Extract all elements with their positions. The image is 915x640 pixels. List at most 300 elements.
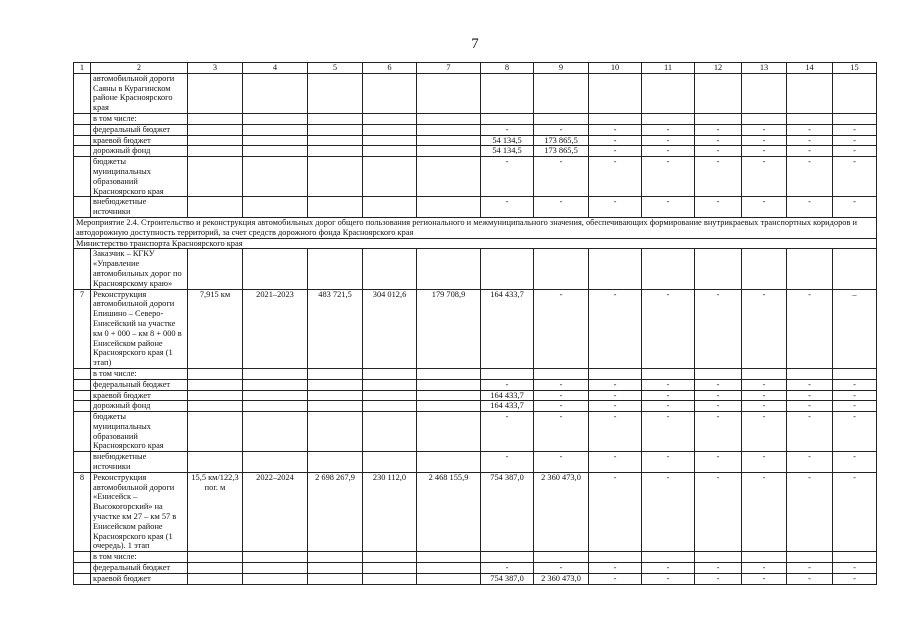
value-cell-col-4 (243, 135, 308, 146)
value-cell-col-12: - (695, 379, 742, 390)
row-name-cell: внебюджетные источники (91, 197, 188, 218)
value-cell-col-10: - (589, 390, 642, 401)
value-cell-col-5 (308, 113, 363, 124)
value-cell-col-13: - (742, 452, 787, 473)
value-cell-col-13 (742, 249, 787, 289)
column-number: 14 (787, 63, 833, 74)
column-number: 3 (188, 63, 243, 74)
value-cell-col-7 (417, 401, 481, 412)
column-number: 8 (481, 63, 534, 74)
row-name-cell: краевой бюджет (91, 135, 188, 146)
value-cell-col-12: - (695, 135, 742, 146)
value-cell-col-6 (363, 197, 417, 218)
value-cell-col-9: - (534, 157, 589, 197)
value-cell-col-9: - (534, 390, 589, 401)
value-cell-col-10: - (589, 197, 642, 218)
value-cell-col-12: - (695, 573, 742, 584)
value-cell-col-5 (308, 573, 363, 584)
value-cell-col-9 (534, 113, 589, 124)
table-row (74, 289, 877, 368)
value-cell-col-14 (787, 113, 833, 124)
value-cell-col-12: - (695, 563, 742, 574)
value-cell-col-6: 230 112,0 (363, 472, 417, 551)
value-cell-col-14: - (787, 135, 833, 146)
value-cell-col-4 (243, 368, 308, 379)
table-row (74, 124, 877, 135)
value-cell-col-7 (417, 124, 481, 135)
value-cell-col-5 (308, 146, 363, 157)
column-number: 7 (417, 63, 481, 74)
section-title: Министерство транспорта Красноярского края (74, 238, 877, 249)
value-cell-col-13: - (742, 135, 787, 146)
value-cell-col-7 (417, 379, 481, 390)
value-cell-col-6 (363, 135, 417, 146)
value-cell-col-13: - (742, 157, 787, 197)
table-row (74, 573, 877, 584)
value-cell-col-12: - (695, 452, 742, 473)
value-cell-col-10: - (589, 379, 642, 390)
value-cell-col-7 (417, 73, 481, 113)
row-name-cell: бюджеты муниципальных образований Красноярского края (91, 412, 188, 452)
value-cell-col-13: - (742, 124, 787, 135)
value-cell-col-11: - (642, 157, 695, 197)
value-cell-col-11 (642, 368, 695, 379)
value-cell-col-5 (308, 563, 363, 574)
value-cell-col-12 (695, 73, 742, 113)
value-cell-col-6 (363, 401, 417, 412)
value-cell-col-10: - (589, 563, 642, 574)
value-cell-col-11 (642, 113, 695, 124)
value-cell-col-8: 164 433,7 (481, 401, 534, 412)
table-row (74, 452, 877, 473)
value-cell-col-9: 2 360 473,0 (534, 573, 589, 584)
value-cell-col-15 (833, 552, 877, 563)
column-number: 2 (91, 63, 188, 74)
value-cell-col-10: - (589, 401, 642, 412)
value-cell-col-12: - (695, 401, 742, 412)
value-cell-col-7 (417, 552, 481, 563)
table-row (74, 379, 877, 390)
value-cell-col-8 (481, 552, 534, 563)
table-row (74, 135, 877, 146)
value-cell-col-4 (243, 249, 308, 289)
value-cell-col-4 (243, 452, 308, 473)
table-row (74, 197, 877, 218)
value-cell-col-6 (363, 412, 417, 452)
value-cell-col-11: - (642, 452, 695, 473)
value-cell-col-3 (188, 452, 243, 473)
value-cell-col-7 (417, 573, 481, 584)
value-cell-col-13: - (742, 401, 787, 412)
value-cell-col-7: 2 468 155,9 (417, 472, 481, 551)
row-name-cell: федеральный бюджет (91, 563, 188, 574)
value-cell-col-14: - (787, 401, 833, 412)
value-cell-col-6 (363, 157, 417, 197)
value-cell-col-15: - (833, 563, 877, 574)
column-number: 5 (308, 63, 363, 74)
value-cell-col-12: - (695, 472, 742, 551)
value-cell-col-8: 164 433,7 (481, 390, 534, 401)
value-cell-col-11: - (642, 563, 695, 574)
column-number: 13 (742, 63, 787, 74)
value-cell-col-8: - (481, 197, 534, 218)
value-cell-col-12 (695, 249, 742, 289)
value-cell-col-8: 54 134,5 (481, 135, 534, 146)
value-cell-col-9: - (534, 289, 589, 368)
value-cell-col-15: - (833, 390, 877, 401)
value-cell-col-9: 173 865,5 (534, 146, 589, 157)
value-cell-col-10: - (589, 146, 642, 157)
value-cell-col-13: - (742, 289, 787, 368)
value-cell-col-6 (363, 563, 417, 574)
section-row (74, 238, 877, 249)
column-number: 10 (589, 63, 642, 74)
value-cell-col-9: - (534, 197, 589, 218)
value-cell-col-6 (363, 146, 417, 157)
page-number: 7 (471, 36, 479, 52)
value-cell-col-4 (243, 124, 308, 135)
value-cell-col-8: 164 433,7 (481, 289, 534, 368)
value-cell-col-8: - (481, 563, 534, 574)
value-cell-col-9: - (534, 412, 589, 452)
table-row (74, 472, 877, 551)
value-cell-col-7 (417, 113, 481, 124)
value-cell-col-14: - (787, 379, 833, 390)
value-cell-col-5 (308, 452, 363, 473)
value-cell-col-5 (308, 390, 363, 401)
value-cell-col-5 (308, 368, 363, 379)
value-cell-col-11: - (642, 146, 695, 157)
row-number-cell (74, 379, 91, 390)
value-cell-col-13: - (742, 412, 787, 452)
value-cell-col-3 (188, 249, 243, 289)
value-cell-col-5 (308, 157, 363, 197)
value-cell-col-13: - (742, 472, 787, 551)
value-cell-col-13 (742, 368, 787, 379)
value-cell-col-11: - (642, 289, 695, 368)
value-cell-col-3 (188, 113, 243, 124)
value-cell-col-7 (417, 390, 481, 401)
value-cell-col-4 (243, 390, 308, 401)
row-number-cell (74, 157, 91, 197)
value-cell-col-9: - (534, 452, 589, 473)
value-cell-col-7 (417, 563, 481, 574)
value-cell-col-9: - (534, 379, 589, 390)
row-number-cell (74, 452, 91, 473)
row-name-cell: дорожный фонд (91, 146, 188, 157)
value-cell-col-5 (308, 379, 363, 390)
value-cell-col-12: - (695, 157, 742, 197)
value-cell-col-4: 2021–2023 (243, 289, 308, 368)
value-cell-col-10 (589, 73, 642, 113)
value-cell-col-4 (243, 401, 308, 412)
value-cell-col-13: - (742, 379, 787, 390)
value-cell-col-12 (695, 552, 742, 563)
table-row (74, 113, 877, 124)
row-number-cell: 8 (74, 472, 91, 551)
value-cell-col-8: - (481, 412, 534, 452)
table-row (74, 552, 877, 563)
row-name-cell: Реконструкция автомобильной дороги Епишино – Северо-Енисейский на участке км 0 + 000 – км 8 + 000 в Енисейском районе Красноярского края (1 этап) (91, 289, 188, 368)
value-cell-col-11 (642, 73, 695, 113)
value-cell-col-14: - (787, 472, 833, 551)
row-number-cell (74, 573, 91, 584)
value-cell-col-9: - (534, 401, 589, 412)
table-row (74, 249, 877, 289)
value-cell-col-3: 15,5 км/122,3 пог. м (188, 472, 243, 551)
value-cell-col-13 (742, 552, 787, 563)
value-cell-col-4 (243, 113, 308, 124)
value-cell-col-10: - (589, 573, 642, 584)
value-cell-col-3 (188, 563, 243, 574)
value-cell-col-11: - (642, 124, 695, 135)
value-cell-col-14: - (787, 390, 833, 401)
row-name-cell: бюджеты муниципальных образований Красноярского края (91, 157, 188, 197)
value-cell-col-15: - (833, 146, 877, 157)
value-cell-col-14: - (787, 124, 833, 135)
table-row (74, 401, 877, 412)
value-cell-col-4 (243, 563, 308, 574)
value-cell-col-10 (589, 113, 642, 124)
value-cell-col-3 (188, 552, 243, 563)
value-cell-col-9: 173 865,5 (534, 135, 589, 146)
value-cell-col-4 (243, 157, 308, 197)
row-number-cell (74, 124, 91, 135)
value-cell-col-13: - (742, 573, 787, 584)
value-cell-col-6 (363, 552, 417, 563)
row-name-cell: Реконструкция автомобильной дороги «Енисейск – Высокогорский» на участке км 27 – км 57 в Енисейском районе Красноярского края (1 очередь). 1 этап (91, 472, 188, 551)
value-cell-col-12: - (695, 289, 742, 368)
value-cell-col-11: - (642, 401, 695, 412)
value-cell-col-14: - (787, 197, 833, 218)
value-cell-col-3 (188, 157, 243, 197)
column-number: 11 (642, 63, 695, 74)
value-cell-col-9 (534, 249, 589, 289)
value-cell-col-5 (308, 401, 363, 412)
column-number: 4 (243, 63, 308, 74)
table-row (74, 563, 877, 574)
value-cell-col-8 (481, 249, 534, 289)
value-cell-col-4 (243, 573, 308, 584)
column-number: 12 (695, 63, 742, 74)
value-cell-col-10: - (589, 289, 642, 368)
value-cell-col-6: 304 012,6 (363, 289, 417, 368)
value-cell-col-6 (363, 113, 417, 124)
row-name-cell: в том числе: (91, 113, 188, 124)
value-cell-col-4 (243, 379, 308, 390)
value-cell-col-8: - (481, 124, 534, 135)
value-cell-col-15 (833, 249, 877, 289)
row-number-cell (74, 401, 91, 412)
value-cell-col-11: - (642, 412, 695, 452)
value-cell-col-12 (695, 113, 742, 124)
value-cell-col-8: 754 387,0 (481, 573, 534, 584)
value-cell-col-8 (481, 368, 534, 379)
value-cell-col-15 (833, 368, 877, 379)
value-cell-col-10: - (589, 124, 642, 135)
row-number-cell (74, 412, 91, 452)
row-name-cell: автомобильной дороги Саяны в Курагинском районе Красноярского края (91, 73, 188, 113)
value-cell-col-10: - (589, 157, 642, 197)
value-cell-col-5 (308, 412, 363, 452)
value-cell-col-10: - (589, 135, 642, 146)
value-cell-col-10: - (589, 452, 642, 473)
value-cell-col-11: - (642, 573, 695, 584)
value-cell-col-6 (363, 249, 417, 289)
table-row (74, 146, 877, 157)
value-cell-col-7 (417, 146, 481, 157)
value-cell-col-12: - (695, 412, 742, 452)
column-number: 1 (74, 63, 91, 74)
value-cell-col-10: - (589, 472, 642, 551)
value-cell-col-8: 54 134,5 (481, 146, 534, 157)
value-cell-col-12: - (695, 390, 742, 401)
row-number-cell (74, 73, 91, 113)
value-cell-col-14: - (787, 157, 833, 197)
value-cell-col-15: - (833, 379, 877, 390)
value-cell-col-15: - (833, 472, 877, 551)
value-cell-col-3 (188, 135, 243, 146)
value-cell-col-3 (188, 573, 243, 584)
table-row (74, 157, 877, 197)
value-cell-col-14 (787, 552, 833, 563)
value-cell-col-11: - (642, 197, 695, 218)
value-cell-col-8: - (481, 157, 534, 197)
row-number-cell (74, 249, 91, 289)
value-cell-col-3 (188, 197, 243, 218)
value-cell-col-3 (188, 401, 243, 412)
table-row (74, 73, 877, 113)
value-cell-col-8: 754 387,0 (481, 472, 534, 551)
value-cell-col-13: - (742, 390, 787, 401)
value-cell-col-6 (363, 73, 417, 113)
value-cell-col-5 (308, 135, 363, 146)
value-cell-col-14 (787, 73, 833, 113)
value-cell-col-13 (742, 113, 787, 124)
row-number-cell (74, 552, 91, 563)
value-cell-col-9 (534, 73, 589, 113)
value-cell-col-13 (742, 73, 787, 113)
value-cell-col-11: - (642, 472, 695, 551)
row-name-cell: федеральный бюджет (91, 124, 188, 135)
value-cell-col-12: - (695, 146, 742, 157)
row-name-cell: в том числе: (91, 368, 188, 379)
value-cell-col-11 (642, 249, 695, 289)
value-cell-col-10 (589, 552, 642, 563)
value-cell-col-3: 7,915 км (188, 289, 243, 368)
row-number-cell (74, 197, 91, 218)
value-cell-col-4 (243, 552, 308, 563)
column-number: 9 (534, 63, 589, 74)
value-cell-col-15: - (833, 452, 877, 473)
row-number-cell (74, 146, 91, 157)
value-cell-col-3 (188, 146, 243, 157)
value-cell-col-8 (481, 113, 534, 124)
column-number: 6 (363, 63, 417, 74)
value-cell-col-13: - (742, 197, 787, 218)
row-name-cell: краевой бюджет (91, 390, 188, 401)
value-cell-col-12: - (695, 197, 742, 218)
section-row (74, 217, 877, 238)
value-cell-col-3 (188, 379, 243, 390)
value-cell-col-14: - (787, 573, 833, 584)
value-cell-col-6 (363, 379, 417, 390)
value-cell-col-7 (417, 197, 481, 218)
table-row (74, 390, 877, 401)
value-cell-col-3 (188, 124, 243, 135)
value-cell-col-8: - (481, 452, 534, 473)
value-cell-col-9: - (534, 124, 589, 135)
table-row (74, 412, 877, 452)
value-cell-col-12 (695, 368, 742, 379)
value-cell-col-4 (243, 73, 308, 113)
row-number-cell (74, 113, 91, 124)
row-number-cell (74, 563, 91, 574)
value-cell-col-3 (188, 368, 243, 379)
row-number-cell: 7 (74, 289, 91, 368)
value-cell-col-15: - (833, 135, 877, 146)
row-number-cell (74, 135, 91, 146)
value-cell-col-7 (417, 157, 481, 197)
value-cell-col-15 (833, 73, 877, 113)
value-cell-col-14: - (787, 412, 833, 452)
value-cell-col-5 (308, 197, 363, 218)
column-number: 15 (833, 63, 877, 74)
value-cell-col-14: - (787, 289, 833, 368)
value-cell-col-5 (308, 249, 363, 289)
value-cell-col-9 (534, 368, 589, 379)
value-cell-col-9: 2 360 473,0 (534, 472, 589, 551)
value-cell-col-15 (833, 113, 877, 124)
value-cell-col-11: - (642, 390, 695, 401)
value-cell-col-5 (308, 552, 363, 563)
value-cell-col-5 (308, 124, 363, 135)
value-cell-col-15: - (833, 573, 877, 584)
value-cell-col-15: - (833, 157, 877, 197)
value-cell-col-5: 2 698 267,9 (308, 472, 363, 551)
value-cell-col-10 (589, 249, 642, 289)
value-cell-col-5 (308, 73, 363, 113)
value-cell-col-14: - (787, 146, 833, 157)
value-cell-col-11: - (642, 379, 695, 390)
value-cell-col-7 (417, 135, 481, 146)
value-cell-col-6 (363, 368, 417, 379)
value-cell-col-14 (787, 249, 833, 289)
row-name-cell: краевой бюджет (91, 573, 188, 584)
financing-table (73, 62, 877, 585)
value-cell-col-8: - (481, 379, 534, 390)
value-cell-col-15: - (833, 412, 877, 452)
value-cell-col-7 (417, 412, 481, 452)
value-cell-col-7 (417, 368, 481, 379)
row-number-cell (74, 368, 91, 379)
row-name-cell: в том числе: (91, 552, 188, 563)
row-name-cell: Заказчик – КГКУ «Управление автомобильных дорог по Красноярскому краю» (91, 249, 188, 289)
column-number-header (74, 63, 877, 74)
value-cell-col-14 (787, 368, 833, 379)
value-cell-col-3 (188, 73, 243, 113)
value-cell-col-9: - (534, 563, 589, 574)
value-cell-col-6 (363, 452, 417, 473)
value-cell-col-13: - (742, 146, 787, 157)
section-title: Мероприятие 2.4. Строительство и реконструкция автомобильных дорог общего пользования регионального и межмуниципального значения, обеспечивающих формирование внутрикраевых транспортных коридоров и автодорожную доступность территорий, за счет средств дорожного фонда Красноярского края (74, 217, 877, 238)
value-cell-col-3 (188, 390, 243, 401)
value-cell-col-11 (642, 552, 695, 563)
table-row (74, 368, 877, 379)
value-cell-col-6 (363, 390, 417, 401)
value-cell-col-15: - (833, 401, 877, 412)
value-cell-col-4 (243, 146, 308, 157)
